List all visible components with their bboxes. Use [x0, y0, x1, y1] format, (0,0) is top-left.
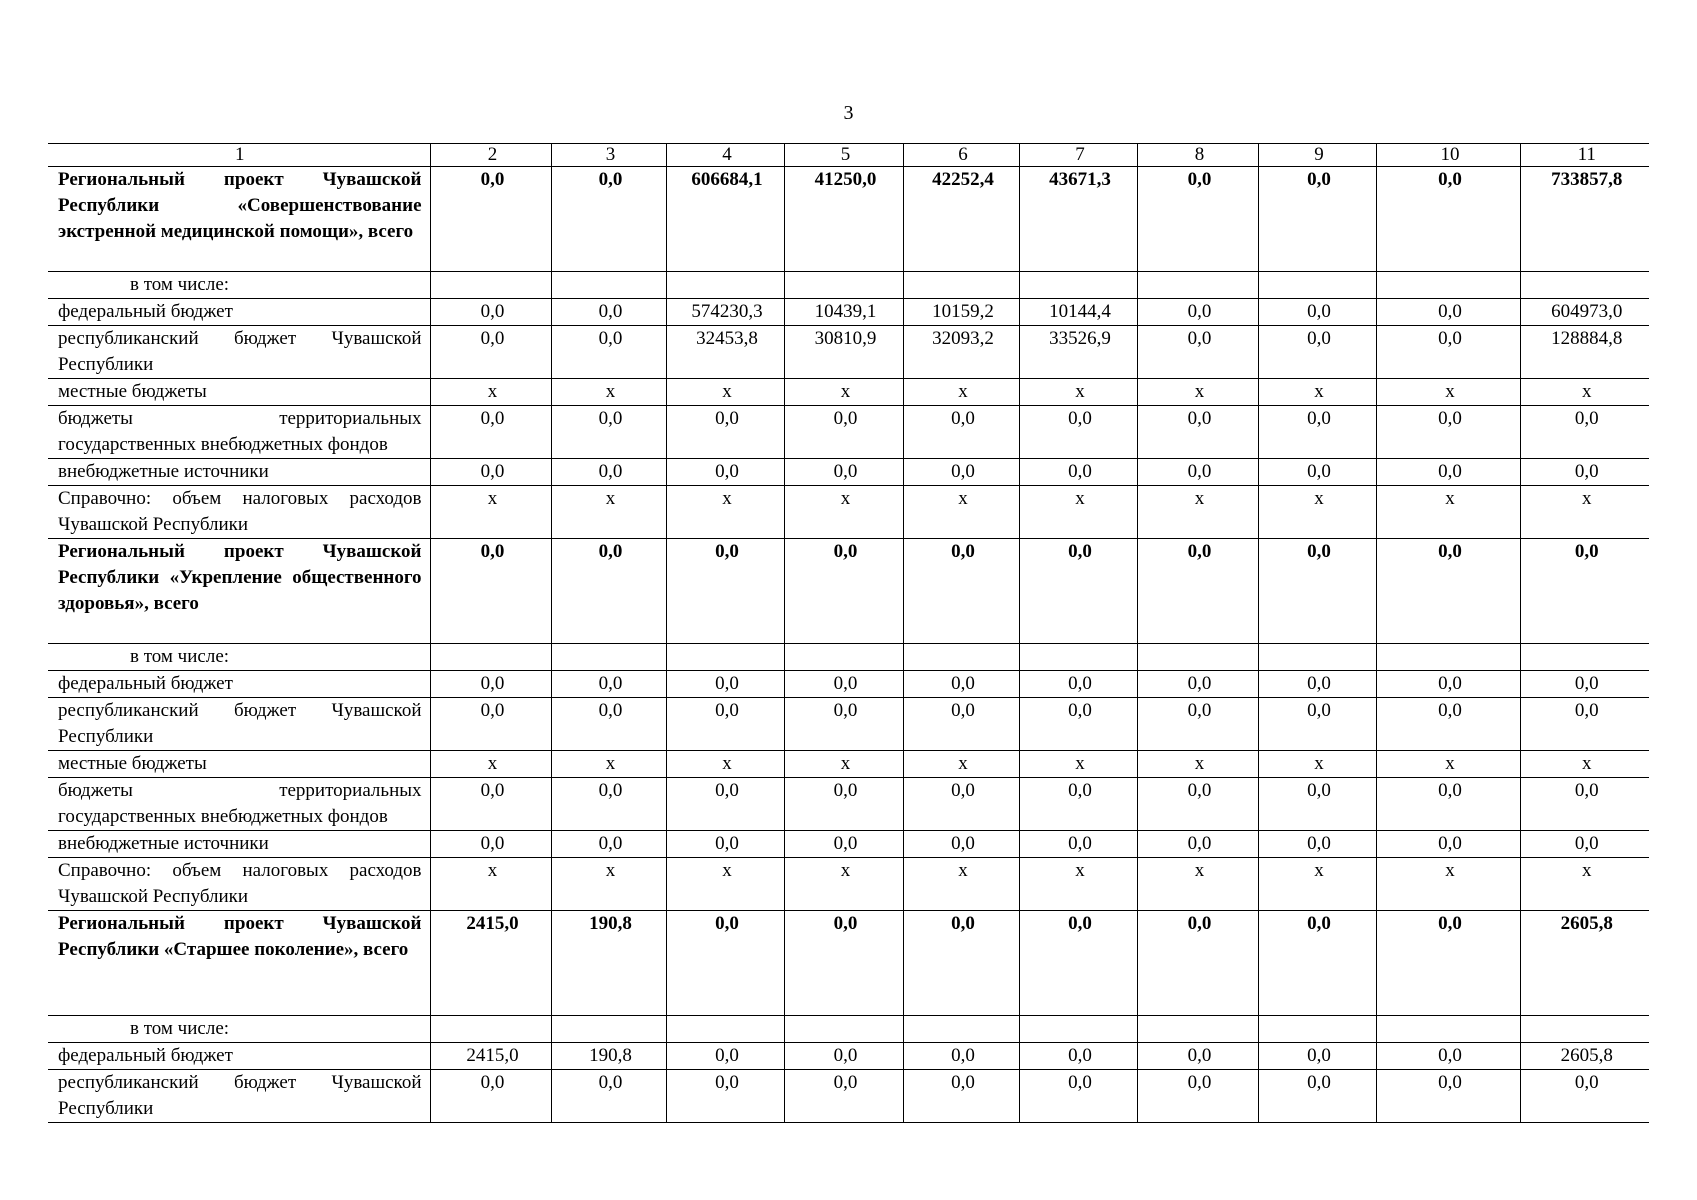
table-cell: 0,0	[784, 539, 903, 644]
table-cell: 0,0	[903, 539, 1019, 644]
table-cell	[1137, 1016, 1258, 1043]
table-cell: 0,0	[903, 778, 1019, 831]
table-cell: 0,0	[551, 539, 666, 644]
table-cell	[430, 272, 551, 299]
table-cell: x	[430, 858, 551, 911]
table-cell: 0,0	[1520, 1070, 1649, 1123]
table-cell: 0,0	[1520, 406, 1649, 459]
column-number: 10	[1376, 144, 1520, 167]
project-title: Региональный проект Чувашской Республики «Совершенствование экстренной медицинской помощи», всего	[48, 167, 430, 272]
table-cell: 0,0	[430, 326, 551, 379]
table-cell: 0,0	[1019, 831, 1137, 858]
table-cell	[430, 1016, 551, 1043]
table-cell: 0,0	[1258, 459, 1376, 486]
project-row	[48, 167, 1649, 272]
table-cell: 0,0	[1258, 1070, 1376, 1123]
project-title: Региональный проект Чувашской Республики «Укрепление общественного здоровья», всего	[48, 539, 430, 644]
table-row	[48, 299, 1649, 326]
table-cell: 0,0	[1520, 539, 1649, 644]
table-cell	[1376, 272, 1520, 299]
table-row	[48, 486, 1649, 539]
column-number: 7	[1019, 144, 1137, 167]
row-label: внебюджетные источники	[48, 459, 430, 486]
table-cell	[1019, 1016, 1137, 1043]
table-cell: 128884,8	[1520, 326, 1649, 379]
table-cell: 2415,0	[430, 1043, 551, 1070]
table-cell: 0,0	[1137, 459, 1258, 486]
row-label: в том числе:	[48, 1016, 430, 1043]
table-cell	[784, 644, 903, 671]
table-cell: 0,0	[1376, 299, 1520, 326]
table-cell: 0,0	[1520, 671, 1649, 698]
subheader-row	[48, 644, 1649, 671]
table-cell: x	[903, 486, 1019, 539]
table-cell: x	[551, 751, 666, 778]
table-cell	[666, 644, 784, 671]
table-cell: 33526,9	[1019, 326, 1137, 379]
table-cell: 0,0	[551, 299, 666, 326]
table-cell: 43671,3	[1019, 167, 1137, 272]
table-cell: 10439,1	[784, 299, 903, 326]
table-cell: 0,0	[784, 778, 903, 831]
table-cell: 0,0	[551, 167, 666, 272]
row-label: Справочно: объем налоговых расходов Чувашской Республики	[48, 858, 430, 911]
column-number: 8	[1137, 144, 1258, 167]
table-cell: x	[903, 751, 1019, 778]
table-row	[48, 1043, 1649, 1070]
column-number: 4	[666, 144, 784, 167]
table-cell: 0,0	[1258, 671, 1376, 698]
table-cell: 10159,2	[903, 299, 1019, 326]
table-cell: x	[1137, 486, 1258, 539]
table-cell: x	[1019, 858, 1137, 911]
table-cell: 0,0	[1019, 671, 1137, 698]
table-cell: 0,0	[1137, 406, 1258, 459]
table-cell: 604973,0	[1520, 299, 1649, 326]
page-number: 3	[843, 102, 854, 124]
table-cell: x	[430, 751, 551, 778]
table-cell: 0,0	[903, 698, 1019, 751]
table-cell	[1376, 644, 1520, 671]
table-cell: 0,0	[430, 539, 551, 644]
row-label: республиканский бюджет Чувашской Республики	[48, 1070, 430, 1123]
table-row	[48, 778, 1649, 831]
table-cell: 0,0	[666, 911, 784, 1016]
table-cell: 0,0	[903, 1043, 1019, 1070]
table-cell: 0,0	[784, 1043, 903, 1070]
table-cell: x	[666, 751, 784, 778]
table-cell: 0,0	[784, 831, 903, 858]
table-cell	[1520, 1016, 1649, 1043]
row-label: республиканский бюджет Чувашской Республики	[48, 326, 430, 379]
project-title: Региональный проект Чувашской Республики «Старшее поколение», всего	[48, 911, 430, 1016]
table-cell: 0,0	[430, 299, 551, 326]
row-label: бюджеты территориальных государственных внебюджетных фондов	[48, 406, 430, 459]
table-cell: 0,0	[666, 671, 784, 698]
table-cell: 0,0	[551, 671, 666, 698]
table-cell: 0,0	[903, 911, 1019, 1016]
table-cell: 0,0	[1137, 326, 1258, 379]
table-cell	[430, 644, 551, 671]
table-cell: 32093,2	[903, 326, 1019, 379]
table-cell: x	[784, 751, 903, 778]
table-cell: 0,0	[1137, 539, 1258, 644]
table-cell: x	[1520, 751, 1649, 778]
table-cell	[666, 1016, 784, 1043]
table-cell: 0,0	[1137, 1043, 1258, 1070]
table-cell: 0,0	[784, 406, 903, 459]
table-cell: 0,0	[430, 671, 551, 698]
table-cell: x	[1520, 379, 1649, 406]
table-cell: 0,0	[1376, 698, 1520, 751]
table-cell	[551, 272, 666, 299]
table-cell: 0,0	[551, 1070, 666, 1123]
table-cell: 190,8	[551, 1043, 666, 1070]
table-row	[48, 831, 1649, 858]
table-row	[48, 406, 1649, 459]
row-label: местные бюджеты	[48, 751, 430, 778]
table-cell	[1258, 1016, 1376, 1043]
table-cell: x	[551, 379, 666, 406]
table-cell: 0,0	[1137, 299, 1258, 326]
row-label: федеральный бюджет	[48, 1043, 430, 1070]
table-cell: x	[784, 858, 903, 911]
table-cell: 0,0	[1376, 1070, 1520, 1123]
table-cell: 733857,8	[1520, 167, 1649, 272]
row-label: местные бюджеты	[48, 379, 430, 406]
table-cell: x	[551, 486, 666, 539]
table-cell: 41250,0	[784, 167, 903, 272]
table-cell: x	[1137, 858, 1258, 911]
table-cell: x	[430, 379, 551, 406]
table-cell	[903, 644, 1019, 671]
table-cell: 0,0	[666, 778, 784, 831]
table-cell: 0,0	[666, 831, 784, 858]
table-row	[48, 698, 1649, 751]
table-cell: 0,0	[1258, 698, 1376, 751]
column-number-row	[48, 144, 1649, 167]
table-cell	[1019, 272, 1137, 299]
table-cell: x	[1376, 486, 1520, 539]
table-cell: 0,0	[666, 698, 784, 751]
table-cell: x	[1258, 379, 1376, 406]
table-cell: 0,0	[1258, 911, 1376, 1016]
table-cell: 0,0	[430, 1070, 551, 1123]
table-cell	[1137, 644, 1258, 671]
table-cell: 0,0	[551, 698, 666, 751]
table-cell	[1019, 644, 1137, 671]
table-cell: 0,0	[1019, 698, 1137, 751]
table-cell: 0,0	[1019, 1070, 1137, 1123]
table-cell: 0,0	[784, 911, 903, 1016]
row-label: республиканский бюджет Чувашской Республики	[48, 698, 430, 751]
table-cell: 10144,4	[1019, 299, 1137, 326]
table-cell: 0,0	[1137, 671, 1258, 698]
table-row	[48, 751, 1649, 778]
table-cell: 0,0	[1520, 831, 1649, 858]
table-cell: 0,0	[784, 671, 903, 698]
table-row	[48, 858, 1649, 911]
table-cell: 0,0	[430, 778, 551, 831]
table-cell: 0,0	[903, 831, 1019, 858]
table-cell	[1258, 644, 1376, 671]
table-cell: 574230,3	[666, 299, 784, 326]
table-cell: 0,0	[1137, 911, 1258, 1016]
table-cell: 0,0	[1019, 778, 1137, 831]
row-label: в том числе:	[48, 644, 430, 671]
table-cell	[1137, 272, 1258, 299]
table-cell: 0,0	[1258, 326, 1376, 379]
table-cell: 0,0	[666, 1043, 784, 1070]
table-cell: x	[1258, 858, 1376, 911]
table-cell: 0,0	[1376, 459, 1520, 486]
row-label: федеральный бюджет	[48, 299, 430, 326]
table-cell	[1376, 1016, 1520, 1043]
table-cell: 0,0	[666, 539, 784, 644]
row-label: внебюджетные источники	[48, 831, 430, 858]
table-cell: 0,0	[903, 1070, 1019, 1123]
table-cell: 0,0	[1019, 406, 1137, 459]
table-cell	[903, 272, 1019, 299]
table-cell: 2605,8	[1520, 1043, 1649, 1070]
table-cell: 0,0	[903, 671, 1019, 698]
table-cell: 0,0	[784, 459, 903, 486]
table-cell: 0,0	[1258, 778, 1376, 831]
table-cell: x	[1258, 486, 1376, 539]
table-cell: 0,0	[551, 459, 666, 486]
table-cell: 0,0	[1258, 1043, 1376, 1070]
table-cell: 0,0	[1137, 831, 1258, 858]
table-cell	[666, 272, 784, 299]
table-cell: x	[430, 486, 551, 539]
table-cell: 0,0	[1376, 406, 1520, 459]
table-cell: x	[1137, 379, 1258, 406]
table-cell	[903, 1016, 1019, 1043]
table-cell: 0,0	[1376, 167, 1520, 272]
table-cell: 0,0	[784, 1070, 903, 1123]
table-cell: 0,0	[1376, 831, 1520, 858]
table-cell: 0,0	[1520, 778, 1649, 831]
table-cell: 190,8	[551, 911, 666, 1016]
table-cell: x	[1376, 751, 1520, 778]
table-cell: 0,0	[1376, 326, 1520, 379]
table-row	[48, 1070, 1649, 1123]
column-number: 2	[430, 144, 551, 167]
table-cell: x	[784, 486, 903, 539]
table-cell: x	[1019, 379, 1137, 406]
table-row	[48, 459, 1649, 486]
table-cell: 0,0	[1258, 831, 1376, 858]
table-cell: 0,0	[1376, 671, 1520, 698]
table-cell: 0,0	[1137, 167, 1258, 272]
table-row	[48, 671, 1649, 698]
table-cell: 0,0	[1376, 1043, 1520, 1070]
table-cell: 0,0	[430, 459, 551, 486]
table-cell: 0,0	[1019, 911, 1137, 1016]
table-cell: x	[1137, 751, 1258, 778]
table-cell: x	[903, 858, 1019, 911]
table-cell: 0,0	[430, 167, 551, 272]
row-label: бюджеты территориальных государственных внебюджетных фондов	[48, 778, 430, 831]
table-cell: 0,0	[1019, 1043, 1137, 1070]
table-cell: 0,0	[1376, 539, 1520, 644]
table-cell: x	[666, 486, 784, 539]
subheader-row	[48, 1016, 1649, 1043]
table-cell: 0,0	[1258, 539, 1376, 644]
table-cell: x	[903, 379, 1019, 406]
table-cell: 2415,0	[430, 911, 551, 1016]
budget-table	[48, 143, 1649, 1123]
table-cell: x	[1258, 751, 1376, 778]
column-number: 1	[48, 144, 430, 167]
table-cell	[1520, 644, 1649, 671]
table-cell: 0,0	[1520, 698, 1649, 751]
project-row	[48, 911, 1649, 1016]
column-number: 3	[551, 144, 666, 167]
table-cell: 606684,1	[666, 167, 784, 272]
table-cell: 0,0	[1258, 406, 1376, 459]
table-cell: 2605,8	[1520, 911, 1649, 1016]
table-cell: 32453,8	[666, 326, 784, 379]
row-label: федеральный бюджет	[48, 671, 430, 698]
table-cell: 0,0	[903, 406, 1019, 459]
table-cell	[1520, 272, 1649, 299]
table-cell: 0,0	[666, 406, 784, 459]
table-cell	[784, 1016, 903, 1043]
table-cell	[1258, 272, 1376, 299]
table-cell: 0,0	[551, 778, 666, 831]
table-cell: 0,0	[430, 698, 551, 751]
table-cell: x	[1520, 858, 1649, 911]
table-cell: x	[1376, 858, 1520, 911]
table-cell: 0,0	[1019, 539, 1137, 644]
table-cell: x	[551, 858, 666, 911]
table-cell: x	[666, 858, 784, 911]
table-cell: 0,0	[1376, 911, 1520, 1016]
table-cell: 0,0	[551, 406, 666, 459]
table-cell: 0,0	[430, 406, 551, 459]
row-label: Справочно: объем налоговых расходов Чувашской Республики	[48, 486, 430, 539]
table-body	[48, 144, 1649, 1123]
table-cell: 0,0	[551, 831, 666, 858]
table-cell: 0,0	[1019, 459, 1137, 486]
project-row	[48, 539, 1649, 644]
table-cell	[551, 644, 666, 671]
table-cell: 0,0	[784, 698, 903, 751]
row-label: в том числе:	[48, 272, 430, 299]
table-cell: 0,0	[1137, 1070, 1258, 1123]
column-number: 6	[903, 144, 1019, 167]
table-cell	[784, 272, 903, 299]
column-number: 5	[784, 144, 903, 167]
column-number: 9	[1258, 144, 1376, 167]
table-cell: x	[784, 379, 903, 406]
table-cell: x	[1520, 486, 1649, 539]
table-cell: 0,0	[666, 459, 784, 486]
table-cell: 0,0	[1520, 459, 1649, 486]
table-row	[48, 326, 1649, 379]
table-cell: x	[1019, 751, 1137, 778]
table-cell	[551, 1016, 666, 1043]
table-cell: 0,0	[1258, 167, 1376, 272]
table-cell: x	[1019, 486, 1137, 539]
table-cell: 0,0	[1376, 778, 1520, 831]
table-cell: 0,0	[551, 326, 666, 379]
column-number: 11	[1520, 144, 1649, 167]
table-cell: 0,0	[1137, 698, 1258, 751]
table-cell: 0,0	[903, 459, 1019, 486]
subheader-row	[48, 272, 1649, 299]
table-cell: 0,0	[430, 831, 551, 858]
table-row	[48, 379, 1649, 406]
table-cell: 0,0	[1258, 299, 1376, 326]
table-cell: x	[666, 379, 784, 406]
table-cell: 42252,4	[903, 167, 1019, 272]
table-cell: 0,0	[1137, 778, 1258, 831]
table-cell: 30810,9	[784, 326, 903, 379]
table-cell: 0,0	[666, 1070, 784, 1123]
table-cell: x	[1376, 379, 1520, 406]
